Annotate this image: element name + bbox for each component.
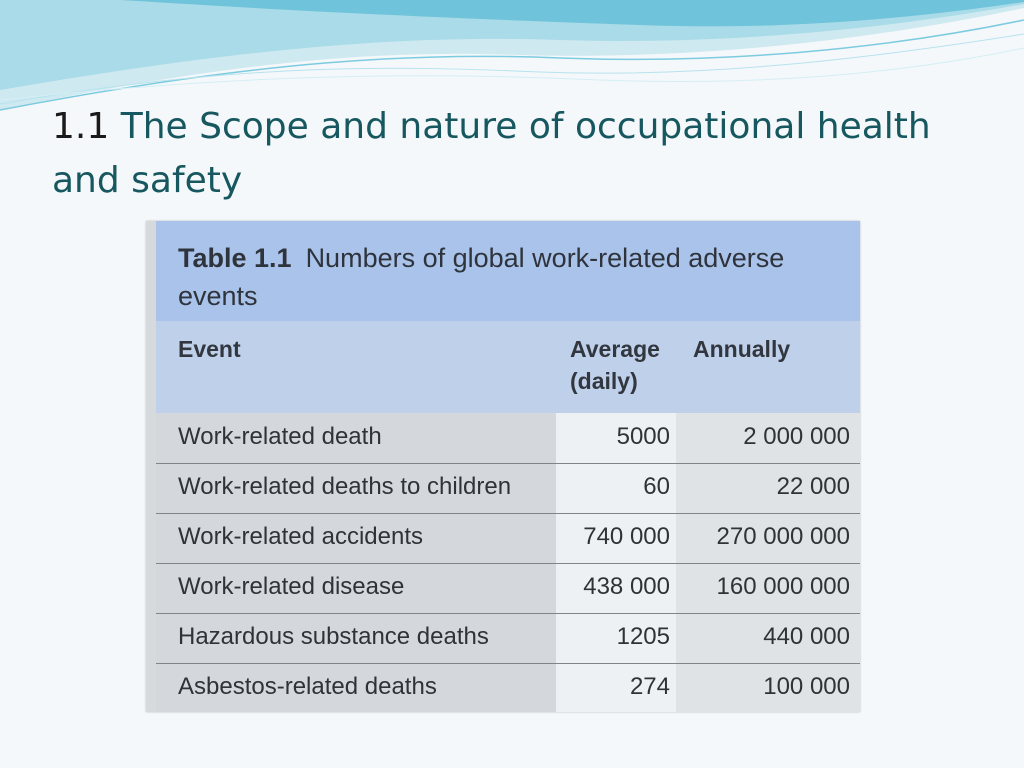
- row-annually: 100 000: [763, 673, 850, 700]
- table-row: [156, 663, 860, 712]
- header-annually: Annually: [693, 336, 791, 362]
- table-header-row: [156, 321, 860, 413]
- table-caption: [156, 221, 860, 321]
- row-annually: 270 000 000: [716, 523, 850, 550]
- table-row: [156, 413, 860, 464]
- row-average: 438 000: [583, 573, 670, 600]
- table-row: [156, 463, 860, 514]
- slide-title-number: 1.1: [52, 106, 110, 147]
- table-image: [146, 221, 860, 712]
- header-event: Event: [178, 336, 241, 362]
- table-row: [156, 513, 860, 564]
- row-event: Asbestos-related deaths: [178, 673, 437, 700]
- header-average-line1: Average: [570, 336, 660, 362]
- row-event: Work-related disease: [178, 573, 405, 600]
- row-average: 1205: [616, 623, 670, 650]
- header-average: [570, 333, 680, 397]
- slide-title-text: The Scope and nature of occupational health and safety: [52, 106, 931, 201]
- row-event: Work-related accidents: [178, 523, 423, 550]
- table-caption-label: Table 1.1: [178, 243, 292, 273]
- row-event: Hazardous substance deaths: [178, 623, 489, 650]
- row-event: Work-related death: [178, 423, 382, 450]
- row-average: 60: [643, 473, 670, 500]
- row-annually: 22 000: [776, 473, 850, 500]
- table-row: [156, 563, 860, 614]
- header-average-line2: (daily): [570, 368, 638, 394]
- row-average: 740 000: [583, 523, 670, 550]
- table-row: [156, 613, 860, 664]
- row-annually: 160 000 000: [716, 573, 850, 600]
- row-average: 5000: [616, 423, 670, 450]
- row-annually: 2 000 000: [743, 423, 850, 450]
- row-event: Work-related deaths to children: [178, 473, 512, 500]
- row-average: 274: [629, 673, 670, 700]
- table-caption-text: Numbers of global work-related adverse events: [178, 243, 785, 311]
- slide-title: [52, 100, 972, 208]
- row-annually: 440 000: [763, 623, 850, 650]
